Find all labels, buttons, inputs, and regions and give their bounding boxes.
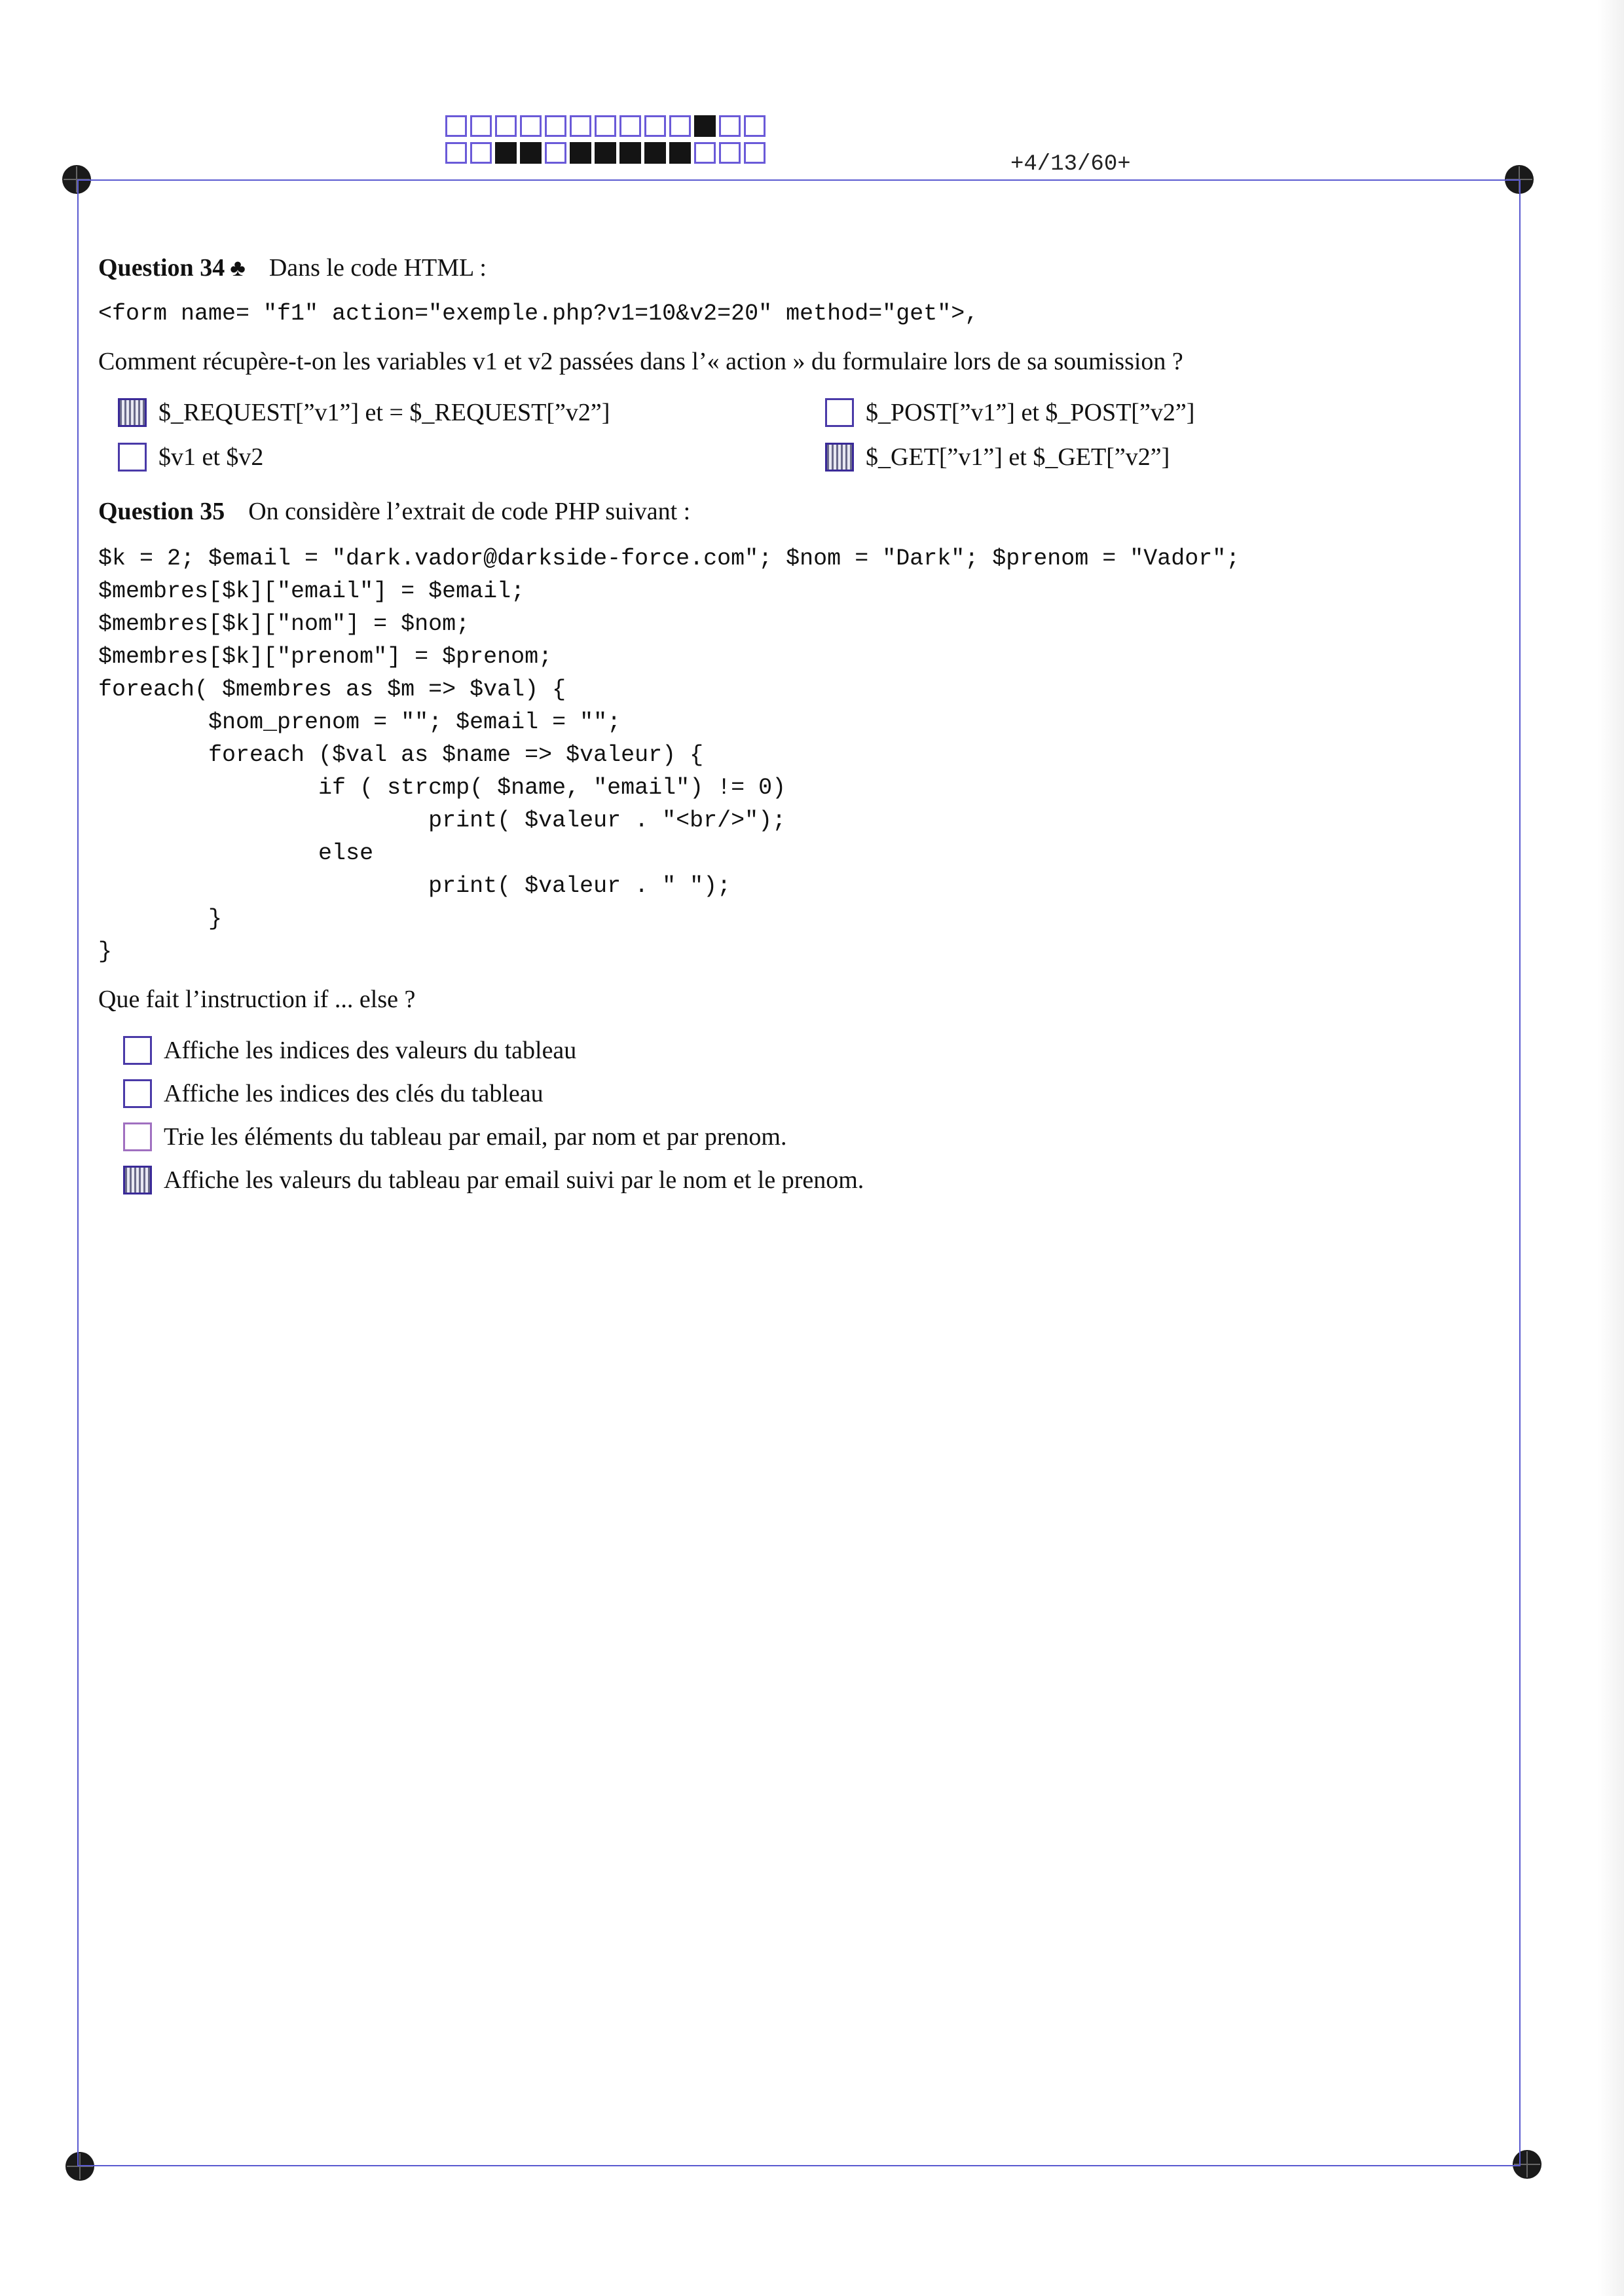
- question-35-heading: [98, 495, 1486, 528]
- id-grid-cell: [520, 115, 542, 137]
- id-grid-cell: [619, 115, 641, 137]
- id-grid-cell: [644, 142, 666, 164]
- checkbox-icon[interactable]: [123, 1122, 152, 1151]
- q34-option-post[interactable]: [825, 396, 1480, 430]
- id-grid-cell: [595, 142, 616, 164]
- code-line: foreach ($val as $name => $valeur) {: [98, 742, 704, 768]
- question-34-prompt: Comment récupère-t-on les variables v1 et v2 passées dans l’« action » du formulaire lors de sa soumission ?: [98, 348, 1183, 375]
- option-label: $_GET[”v1”] et $_GET[”v2”]: [866, 443, 1170, 471]
- id-grid-cell: [719, 142, 741, 164]
- page-edge-shadow: [1598, 0, 1624, 2296]
- exam-content: [98, 251, 1486, 1206]
- id-grid-cell: [719, 115, 741, 137]
- checkbox-icon[interactable]: [123, 1036, 152, 1065]
- id-grid-cell: [545, 142, 566, 164]
- id-grid-cell: [545, 115, 566, 137]
- option-label: $_REQUEST[”v1”] et = $_REQUEST[”v2”]: [158, 399, 610, 426]
- id-grid-cell: [669, 142, 691, 164]
- id-grid-cell: [595, 115, 616, 137]
- q35-option-2[interactable]: [123, 1077, 1486, 1111]
- code-line: foreach( $membres as $m => $val) {: [98, 676, 566, 703]
- checkbox-icon[interactable]: [123, 1079, 152, 1108]
- q35-option-1[interactable]: [123, 1033, 1486, 1067]
- code-line: else: [98, 840, 374, 866]
- id-grid-row: [445, 115, 766, 137]
- question-35-options: [123, 1033, 1486, 1197]
- option-label: Trie les éléments du tableau par email, par nom et par prenom.: [164, 1123, 787, 1151]
- checkbox-icon[interactable]: [825, 398, 854, 427]
- code-line: }: [98, 938, 113, 965]
- id-grid-cell: [694, 142, 716, 164]
- code-line: if ( strcmp( $name, "email") != 0): [98, 775, 786, 801]
- question-34-heading: [98, 251, 1486, 284]
- code-line: $k = 2; $email = "dark.vador@darkside-force.com"; $nom = "Dark"; $prenom = "Vador";: [98, 546, 1240, 572]
- code-line: }: [98, 906, 223, 932]
- option-label: Affiche les indices des valeurs du tableau: [164, 1037, 577, 1064]
- checkbox-icon[interactable]: [118, 398, 147, 427]
- code-line: $nom_prenom = ""; $email = "";: [98, 709, 621, 735]
- checkbox-icon[interactable]: [118, 443, 147, 472]
- question-34-code: <form name= "f1" action="exemple.php?v1=10&v2=20" method="get">,: [98, 301, 979, 327]
- student-id-grid: [445, 115, 766, 169]
- code-line: $membres[$k]["nom"] = $nom;: [98, 611, 470, 637]
- id-grid-cell: [570, 115, 591, 137]
- question-35-label: Question 35: [98, 498, 225, 525]
- code-line: $membres[$k]["prenom"] = $prenom;: [98, 644, 553, 670]
- id-grid-cell: [570, 142, 591, 164]
- option-label: Affiche les indices des clés du tableau: [164, 1080, 544, 1107]
- code-line: print( $valeur . " ");: [98, 873, 731, 899]
- id-grid-cell: [495, 142, 517, 164]
- club-icon: ♣: [230, 255, 246, 281]
- id-grid-cell: [470, 142, 492, 164]
- id-grid-cell: [694, 115, 716, 137]
- question-35-prompt: Que fait l’instruction if ... else ?: [98, 986, 416, 1013]
- option-label: $v1 et $v2: [158, 443, 264, 471]
- option-label: $_POST[”v1”] et $_POST[”v2”]: [866, 399, 1195, 426]
- code-line: print( $valeur . "<br/>");: [98, 807, 786, 834]
- id-grid-cell: [495, 115, 517, 137]
- q35-option-4[interactable]: [123, 1163, 1486, 1197]
- id-grid-cell: [445, 115, 467, 137]
- page-code: +4/13/60+: [1010, 152, 1131, 177]
- id-grid-cell: [520, 142, 542, 164]
- id-grid-cell: [669, 115, 691, 137]
- id-grid-cell: [744, 115, 766, 137]
- question-34-text: Dans le code HTML :: [268, 254, 487, 282]
- id-grid-cell: [445, 142, 467, 164]
- code-line: $membres[$k]["email"] = $email;: [98, 578, 525, 604]
- id-grid-cell: [470, 115, 492, 137]
- question-34-label: Question 34: [98, 254, 225, 282]
- checkbox-icon[interactable]: [123, 1166, 152, 1194]
- question-34-options: [118, 396, 1486, 474]
- question-35-text: On considère l’extrait de code PHP suivant :: [248, 498, 691, 525]
- id-grid-row: [445, 142, 766, 164]
- q34-option-get[interactable]: [825, 440, 1480, 474]
- question-35-code-block: [98, 542, 1486, 968]
- q34-option-vars[interactable]: [118, 440, 825, 474]
- id-grid-cell: [644, 115, 666, 137]
- id-grid-cell: [619, 142, 641, 164]
- q34-option-request[interactable]: [118, 396, 825, 430]
- checkbox-icon[interactable]: [825, 443, 854, 472]
- q35-option-3[interactable]: [123, 1120, 1486, 1154]
- option-label: Affiche les valeurs du tableau par email suivi par le nom et le prenom.: [164, 1166, 864, 1194]
- id-grid-cell: [744, 142, 766, 164]
